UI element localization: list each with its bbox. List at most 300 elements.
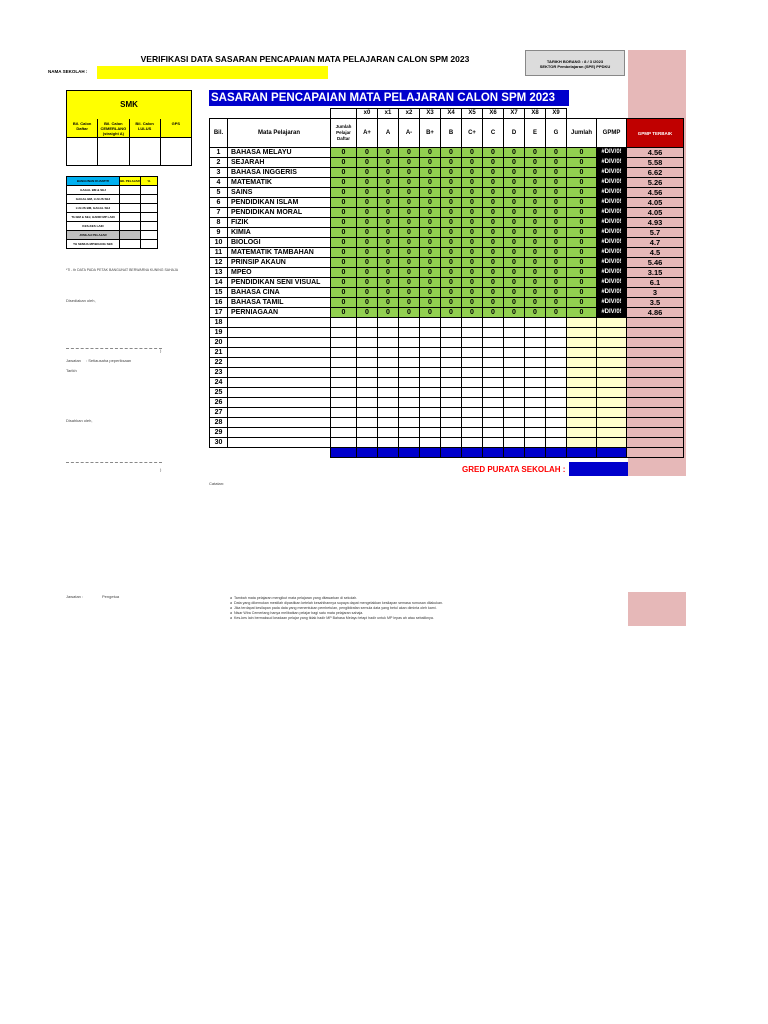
grade-count-cell[interactable]: 0 [504,208,525,218]
side-cell[interactable] [120,213,141,222]
grade-count-cell[interactable] [483,328,504,338]
grade-count-cell[interactable] [462,358,483,368]
grade-count-cell[interactable]: 0 [462,218,483,228]
grade-count-cell[interactable] [399,358,420,368]
grade-count-cell[interactable] [331,348,357,358]
grade-count-cell[interactable] [378,358,399,368]
grade-count-cell[interactable]: 0 [378,208,399,218]
grade-count-cell[interactable] [357,418,378,428]
grade-count-cell[interactable] [441,358,462,368]
grade-count-cell[interactable] [462,328,483,338]
grade-count-cell[interactable]: 0 [331,178,357,188]
grade-count-cell[interactable] [546,368,567,378]
grade-count-cell[interactable] [378,348,399,358]
grade-count-cell[interactable] [399,408,420,418]
grade-count-cell[interactable]: 0 [331,228,357,238]
grade-count-cell[interactable]: 0 [420,178,441,188]
grade-count-cell[interactable]: 0 [546,188,567,198]
grade-count-cell[interactable]: 0 [420,168,441,178]
grade-count-cell[interactable]: 0 [441,248,462,258]
grade-count-cell[interactable]: 0 [399,308,420,318]
grade-count-cell[interactable]: 0 [525,168,546,178]
grade-count-cell[interactable] [525,388,546,398]
grade-count-cell[interactable]: 0 [525,288,546,298]
grade-count-cell[interactable]: 0 [420,268,441,278]
grade-count-cell[interactable]: 0 [399,178,420,188]
grade-count-cell[interactable]: 0 [483,298,504,308]
subject-name[interactable] [228,328,331,338]
grade-count-cell[interactable]: 0 [378,238,399,248]
grade-count-cell[interactable]: 0 [441,268,462,278]
school-name-field[interactable] [97,66,328,79]
grade-count-cell[interactable] [483,438,504,448]
grade-count-cell[interactable] [504,378,525,388]
grade-count-cell[interactable] [420,358,441,368]
grade-count-cell[interactable]: 0 [525,208,546,218]
grade-count-cell[interactable] [331,428,357,438]
grade-count-cell[interactable]: 0 [399,148,420,158]
grade-count-cell[interactable]: 0 [357,278,378,288]
grade-count-cell[interactable] [441,388,462,398]
grade-count-cell[interactable] [399,398,420,408]
grade-count-cell[interactable]: 0 [525,238,546,248]
grade-count-cell[interactable] [441,348,462,358]
grade-count-cell[interactable] [504,398,525,408]
grade-count-cell[interactable] [546,428,567,438]
grade-count-cell[interactable]: 0 [462,208,483,218]
grade-count-cell[interactable]: 0 [504,168,525,178]
grade-count-cell[interactable]: 0 [504,288,525,298]
grade-count-cell[interactable] [399,438,420,448]
subject-name[interactable] [228,408,331,418]
grade-count-cell[interactable]: 0 [525,248,546,258]
grade-count-cell[interactable] [441,338,462,348]
grade-count-cell[interactable]: 0 [525,148,546,158]
side-cell[interactable] [141,231,158,240]
grade-count-cell[interactable]: 0 [462,248,483,258]
grade-count-cell[interactable]: 0 [357,228,378,238]
grade-count-cell[interactable] [483,398,504,408]
grade-count-cell[interactable]: 0 [357,218,378,228]
grade-count-cell[interactable] [357,368,378,378]
grade-count-cell[interactable] [399,428,420,438]
grade-count-cell[interactable]: 0 [483,198,504,208]
grade-count-cell[interactable] [462,408,483,418]
grade-count-cell[interactable] [399,318,420,328]
grade-count-cell[interactable] [441,378,462,388]
side-cell[interactable] [141,195,158,204]
grade-count-cell[interactable]: 0 [420,188,441,198]
grade-count-cell[interactable] [504,338,525,348]
grade-count-cell[interactable] [504,428,525,438]
grade-count-cell[interactable] [420,318,441,328]
grade-count-cell[interactable]: 0 [504,148,525,158]
grade-count-cell[interactable]: 0 [546,198,567,208]
grade-count-cell[interactable]: 0 [331,218,357,228]
grade-count-cell[interactable]: 0 [331,188,357,198]
grade-count-cell[interactable] [525,408,546,418]
grade-count-cell[interactable] [357,328,378,338]
grade-count-cell[interactable]: 0 [378,148,399,158]
grade-count-cell[interactable]: 0 [504,268,525,278]
grade-count-cell[interactable]: 0 [420,298,441,308]
grade-count-cell[interactable]: 0 [462,238,483,248]
grade-count-cell[interactable]: 0 [546,178,567,188]
grade-count-cell[interactable] [331,418,357,428]
grade-count-cell[interactable] [420,348,441,358]
grade-count-cell[interactable]: 0 [483,288,504,298]
grade-count-cell[interactable]: 0 [441,298,462,308]
grade-count-cell[interactable] [546,438,567,448]
smk-val-gps[interactable] [161,138,191,166]
grade-count-cell[interactable]: 0 [378,248,399,258]
grade-count-cell[interactable] [504,318,525,328]
side-cell[interactable] [120,222,141,231]
grade-count-cell[interactable] [462,378,483,388]
grade-count-cell[interactable]: 0 [399,198,420,208]
grade-count-cell[interactable]: 0 [525,298,546,308]
side-cell[interactable] [120,204,141,213]
grade-count-cell[interactable]: 0 [331,298,357,308]
grade-count-cell[interactable]: 0 [441,208,462,218]
grade-count-cell[interactable] [525,378,546,388]
grade-count-cell[interactable] [504,348,525,358]
grade-count-cell[interactable]: 0 [378,188,399,198]
grade-count-cell[interactable]: 0 [441,188,462,198]
grade-count-cell[interactable]: 0 [483,278,504,288]
grade-count-cell[interactable] [462,388,483,398]
grade-count-cell[interactable] [483,408,504,418]
grade-count-cell[interactable]: 0 [420,248,441,258]
grade-count-cell[interactable]: 0 [441,148,462,158]
grade-count-cell[interactable] [483,428,504,438]
grade-count-cell[interactable]: 0 [483,148,504,158]
grade-count-cell[interactable] [420,418,441,428]
grade-count-cell[interactable] [357,318,378,328]
grade-count-cell[interactable] [546,328,567,338]
grade-count-cell[interactable]: 0 [399,288,420,298]
grade-count-cell[interactable]: 0 [483,268,504,278]
grade-count-cell[interactable] [357,408,378,418]
grade-count-cell[interactable] [525,318,546,328]
grade-count-cell[interactable] [546,388,567,398]
grade-count-cell[interactable] [483,358,504,368]
grade-count-cell[interactable] [399,368,420,378]
grade-count-cell[interactable]: 0 [378,228,399,238]
grade-count-cell[interactable] [378,388,399,398]
grade-count-cell[interactable]: 0 [399,228,420,238]
grade-count-cell[interactable]: 0 [504,278,525,288]
grade-count-cell[interactable]: 0 [462,198,483,208]
side-cell[interactable] [141,240,158,249]
grade-count-cell[interactable]: 0 [483,208,504,218]
grade-count-cell[interactable] [483,348,504,358]
grade-count-cell[interactable] [504,418,525,428]
grade-count-cell[interactable] [462,368,483,378]
grade-count-cell[interactable]: 0 [525,198,546,208]
grade-count-cell[interactable] [378,368,399,378]
grade-count-cell[interactable]: 0 [331,268,357,278]
grade-count-cell[interactable]: 0 [420,218,441,228]
grade-count-cell[interactable]: 0 [399,168,420,178]
grade-count-cell[interactable] [357,398,378,408]
grade-count-cell[interactable] [331,388,357,398]
grade-count-cell[interactable]: 0 [331,208,357,218]
subject-name[interactable] [228,438,331,448]
grade-count-cell[interactable]: 0 [525,278,546,288]
grade-count-cell[interactable]: 0 [378,178,399,188]
grade-count-cell[interactable] [420,428,441,438]
grade-count-cell[interactable]: 0 [399,188,420,198]
grade-count-cell[interactable]: 0 [441,228,462,238]
grade-count-cell[interactable]: 0 [420,278,441,288]
grade-count-cell[interactable]: 0 [420,148,441,158]
grade-count-cell[interactable] [525,438,546,448]
grade-count-cell[interactable] [331,338,357,348]
grade-count-cell[interactable]: 0 [546,268,567,278]
grade-count-cell[interactable]: 0 [331,278,357,288]
grade-count-cell[interactable] [525,428,546,438]
grade-count-cell[interactable]: 0 [525,178,546,188]
subject-name[interactable] [228,318,331,328]
grade-count-cell[interactable]: 0 [399,208,420,218]
grade-count-cell[interactable]: 0 [525,218,546,228]
grade-count-cell[interactable]: 0 [546,218,567,228]
grade-count-cell[interactable]: 0 [357,198,378,208]
grade-count-cell[interactable]: 0 [331,198,357,208]
grade-count-cell[interactable] [378,318,399,328]
grade-count-cell[interactable]: 0 [462,228,483,238]
grade-count-cell[interactable] [441,398,462,408]
grade-count-cell[interactable] [399,328,420,338]
grade-count-cell[interactable] [331,318,357,328]
side-cell[interactable] [141,222,158,231]
grade-count-cell[interactable]: 0 [331,238,357,248]
grade-count-cell[interactable]: 0 [378,298,399,308]
grade-count-cell[interactable] [525,398,546,408]
grade-count-cell[interactable]: 0 [462,268,483,278]
subject-name[interactable] [228,428,331,438]
subject-name[interactable] [228,358,331,368]
grade-count-cell[interactable] [331,438,357,448]
grade-count-cell[interactable]: 0 [357,248,378,258]
grade-count-cell[interactable] [462,338,483,348]
grade-count-cell[interactable]: 0 [357,188,378,198]
grade-count-cell[interactable] [331,328,357,338]
grade-count-cell[interactable] [525,338,546,348]
grade-count-cell[interactable] [546,318,567,328]
grade-count-cell[interactable]: 0 [331,288,357,298]
grade-count-cell[interactable]: 0 [546,148,567,158]
grade-count-cell[interactable]: 0 [378,218,399,228]
grade-count-cell[interactable]: 0 [525,158,546,168]
grade-count-cell[interactable]: 0 [462,168,483,178]
grade-count-cell[interactable]: 0 [399,298,420,308]
grade-count-cell[interactable] [546,418,567,428]
grade-count-cell[interactable]: 0 [357,258,378,268]
grade-count-cell[interactable] [357,338,378,348]
grade-count-cell[interactable]: 0 [441,158,462,168]
grade-count-cell[interactable] [504,368,525,378]
grade-count-cell[interactable]: 0 [378,258,399,268]
grade-count-cell[interactable]: 0 [504,158,525,168]
grade-count-cell[interactable]: 0 [399,268,420,278]
grade-count-cell[interactable]: 0 [504,298,525,308]
grade-count-cell[interactable]: 0 [420,308,441,318]
grade-count-cell[interactable] [420,408,441,418]
grade-count-cell[interactable]: 0 [420,198,441,208]
grade-count-cell[interactable] [331,408,357,418]
grade-count-cell[interactable]: 0 [546,308,567,318]
grade-count-cell[interactable] [546,378,567,388]
grade-count-cell[interactable]: 0 [441,198,462,208]
grade-count-cell[interactable] [546,348,567,358]
grade-count-cell[interactable]: 0 [378,278,399,288]
grade-count-cell[interactable]: 0 [378,198,399,208]
grade-count-cell[interactable]: 0 [357,268,378,278]
side-cell[interactable] [120,240,141,249]
grade-count-cell[interactable]: 0 [504,258,525,268]
grade-count-cell[interactable] [420,338,441,348]
grade-count-cell[interactable] [378,418,399,428]
grade-count-cell[interactable]: 0 [399,248,420,258]
grade-count-cell[interactable] [399,418,420,428]
grade-count-cell[interactable]: 0 [331,148,357,158]
grade-count-cell[interactable]: 0 [525,228,546,238]
grade-count-cell[interactable]: 0 [483,308,504,318]
grade-count-cell[interactable]: 0 [504,248,525,258]
grade-count-cell[interactable] [483,418,504,428]
grade-count-cell[interactable]: 0 [483,238,504,248]
grade-count-cell[interactable]: 0 [546,278,567,288]
grade-count-cell[interactable] [357,358,378,368]
subject-name[interactable] [228,368,331,378]
grade-count-cell[interactable] [462,398,483,408]
grade-count-cell[interactable] [331,368,357,378]
grade-count-cell[interactable] [483,368,504,378]
grade-count-cell[interactable] [462,418,483,428]
grade-count-cell[interactable] [441,428,462,438]
grade-count-cell[interactable]: 0 [420,288,441,298]
grade-count-cell[interactable] [525,348,546,358]
grade-count-cell[interactable]: 0 [504,238,525,248]
subject-name[interactable] [228,378,331,388]
grade-count-cell[interactable] [462,318,483,328]
grade-count-cell[interactable]: 0 [357,238,378,248]
grade-count-cell[interactable] [546,398,567,408]
grade-count-cell[interactable] [357,438,378,448]
grade-count-cell[interactable]: 0 [462,288,483,298]
grade-count-cell[interactable]: 0 [504,178,525,188]
grade-count-cell[interactable] [441,408,462,418]
grade-count-cell[interactable]: 0 [331,308,357,318]
grade-count-cell[interactable] [331,378,357,388]
grade-count-cell[interactable]: 0 [546,238,567,248]
grade-count-cell[interactable] [331,398,357,408]
side-cell[interactable] [120,195,141,204]
grade-count-cell[interactable]: 0 [441,278,462,288]
grade-count-cell[interactable] [357,428,378,438]
subject-name[interactable] [228,338,331,348]
grade-count-cell[interactable]: 0 [399,278,420,288]
grade-count-cell[interactable] [525,418,546,428]
grade-count-cell[interactable] [420,328,441,338]
grade-count-cell[interactable]: 0 [441,238,462,248]
grade-count-cell[interactable]: 0 [546,168,567,178]
grade-count-cell[interactable] [483,388,504,398]
grade-count-cell[interactable]: 0 [483,168,504,178]
grade-count-cell[interactable]: 0 [462,278,483,288]
grade-count-cell[interactable] [378,438,399,448]
grade-count-cell[interactable]: 0 [399,158,420,168]
grade-count-cell[interactable] [483,338,504,348]
grade-count-cell[interactable]: 0 [483,258,504,268]
grade-count-cell[interactable]: 0 [441,168,462,178]
subject-name[interactable] [228,398,331,408]
side-cell[interactable] [120,186,141,195]
grade-count-cell[interactable] [546,358,567,368]
grade-count-cell[interactable]: 0 [357,308,378,318]
grade-count-cell[interactable] [357,378,378,388]
grade-count-cell[interactable]: 0 [525,188,546,198]
grade-count-cell[interactable]: 0 [378,168,399,178]
grade-count-cell[interactable]: 0 [420,228,441,238]
grade-count-cell[interactable]: 0 [525,308,546,318]
grade-count-cell[interactable] [546,408,567,418]
smk-val-daftar[interactable] [67,138,98,166]
grade-count-cell[interactable]: 0 [462,188,483,198]
grade-count-cell[interactable] [420,368,441,378]
grade-count-cell[interactable]: 0 [483,228,504,238]
grade-count-cell[interactable] [420,388,441,398]
grade-count-cell[interactable] [504,438,525,448]
grade-count-cell[interactable]: 0 [525,258,546,268]
grade-count-cell[interactable]: 0 [399,218,420,228]
grade-count-cell[interactable] [483,318,504,328]
grade-count-cell[interactable]: 0 [357,208,378,218]
grade-count-cell[interactable] [378,398,399,408]
grade-count-cell[interactable]: 0 [504,218,525,228]
grade-count-cell[interactable]: 0 [331,248,357,258]
grade-count-cell[interactable] [525,358,546,368]
smk-val-lulus[interactable] [130,138,161,166]
grade-count-cell[interactable] [399,348,420,358]
grade-count-cell[interactable]: 0 [378,308,399,318]
grade-count-cell[interactable] [462,348,483,358]
grade-count-cell[interactable] [525,328,546,338]
grade-count-cell[interactable]: 0 [441,258,462,268]
grade-count-cell[interactable]: 0 [504,308,525,318]
side-cell[interactable] [141,213,158,222]
grade-count-cell[interactable]: 0 [462,298,483,308]
grade-count-cell[interactable] [399,378,420,388]
grade-count-cell[interactable] [504,328,525,338]
grade-count-cell[interactable] [483,378,504,388]
grade-count-cell[interactable] [504,408,525,418]
grade-count-cell[interactable]: 0 [546,288,567,298]
grade-count-cell[interactable]: 0 [420,158,441,168]
smk-val-cemerlang[interactable] [98,138,129,166]
grade-count-cell[interactable]: 0 [462,178,483,188]
grade-count-cell[interactable]: 0 [420,208,441,218]
grade-count-cell[interactable] [399,338,420,348]
grade-count-cell[interactable] [331,358,357,368]
grade-count-cell[interactable]: 0 [504,198,525,208]
grade-count-cell[interactable] [378,328,399,338]
grade-count-cell[interactable]: 0 [483,158,504,168]
grade-count-cell[interactable]: 0 [462,148,483,158]
grade-count-cell[interactable]: 0 [504,188,525,198]
